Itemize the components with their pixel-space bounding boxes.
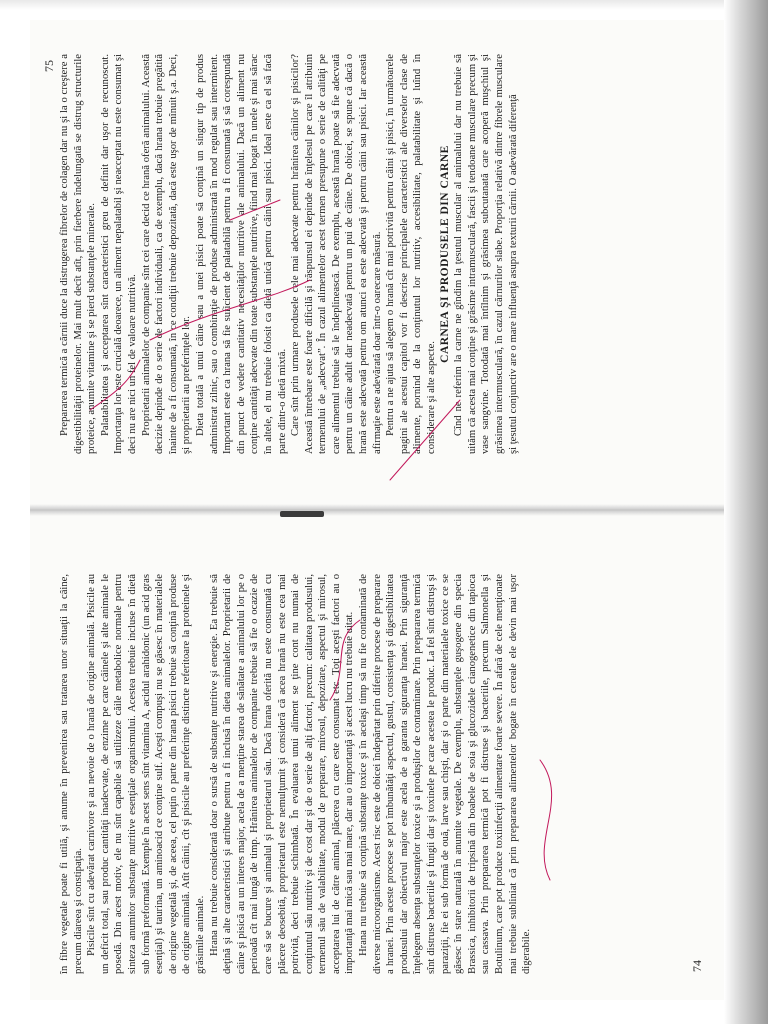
paragraph: Hrana nu trebuie să conţină substanţe toxice şi în acelaşi timp să nu fie contaminată de diverse microorganisme. Acest risc este de obicei îndepărtat prin diferite procese de preparare a hranei. Prin aceste procese se pot îmbunătăţi aspectul, gustul, consistenţa şi digestibilitatea produsului dar obiectivul major este acela de a garanta siguranţa hranei. Prin siguranţă înţelegem absenţa substanţelor toxice şi a produşilor de contaminare. Prin prepararea termică sînt distruse bacteriile şi fungii dar şi toxinele pe care acestea le produc. La fel sînt distruşi şi paraziţii, fie ei sub formă de ouă, larve sau chişti, dar şi o parte din materialele toxice ce se găsesc în stare naturală în anumite vegetale. De exemplu, substanţele guşogene din specia Brassica, inhibitorii de tripsină din boabele de soia şi glucozidele cianogenetice din tapioca sau cassava. Prin prepararea termică pot fi distruse şi bacteriile, precum Salmonella şi Botulinum, care pot produce toxiinfecţii alimentare foarte severe. În afară de cele menţionate mai trebuie subliniat că prin prepararea alimentelor bogate în cereale ele devin mai uşor digerabile. [358,574,533,974]
paragraph: Prepararea termică a cărnii duce la distrugerea fibrelor de colagen dar nu şi la o creştere a digestibilităţii proteinelor. Mai mult decît atît, prin fierbere îndelungată se distrug structurile proteice, anumite vitamine şi se pierd substanţele minerale. [59,54,98,454]
binding-mark [280,511,324,517]
right-page-text [58,54,520,454]
paragraph: Hrana nu trebuie considerată doar o sursă de substanţe nutritive şi energie. Ea trebuie să deţină şi alte caracteristici şi atribute pentru a fi inclusă în dieta animalelor. Proprietarii de câine şi pisică au un interes major, acela de a menţine starea de sănătate a animalului lor pe o perioadă cît mai lungă de timp. Hrănirea animalelor de companie trebuie să fie o ocazie de care să se bucure şi animalul şi proprietarul său. Dacă hrana oferită nu este consumată cu plăcere deosebită, proprietarul este nemulţumit şi consideră că acea hrană nu este cea mai potrivită, deci trebuie schimbată. În evaluarea unui aliment se ţine cont nu numai de conţinutul său nutritiv şi de cost dar şi de o serie de alţi factori, precum: calitatea produsului, termenul său de valabilitate, modul de preparare, mirosul, depozitare, aspectul şi mirosul, acceptarea lui de către animal, plăcerea cu care este consumat etc. Toţi aceşti factori au o importanţă mai mică sau mai mare, dar au o importanţă şi acest lucru nu trebuie uitat. [208,574,356,974]
scan-edge-shadow [724,0,768,1024]
paragraph: Pisicile sînt cu adevărat carnivore şi au nevoie de o hrană de origine animală. Pisicile au un deficit total, sau produc cantităţi inadecvate, de enzime pe care câinele şi alte animale le posedă. Din acest motiv, ele nu sînt capabile să utilizeze căile metabolice normale pentru sinteza anumitor substanţe nutritive esenţiale organismului. Acestea trebuie incluse în dietă sub formă preformată. Exemple în acest sens sînt vitamina A, acidul arahidonic (un acid gras esenţial) şi taurina, un aminoacid ce conţine sulf. Aceşti compuşi nu se găsesc în materialele de origine vegetală şi, de aceea, cel puţin o parte din hrana pisicii trebuie să conţină produse de origine animală. Atît câinii, cît şi pisicile au preferinţe distincte referitoare la proteinele şi grăsimile animale. [86,574,206,974]
paragraph: Dieta totală a unui câine sau a unei pisici poate să conţină un singur tip de produs administrat zilnic, sau o combinaţie de produse administrată în mod regulat sau intermitent. Important este ca hrana să fie suficient de palatabilă pentru a fi consumată şi să corespundă din punct de vedere cantitativ necesităţilor nutritive ale animalului. Dacă un aliment nu conţine cantităţi adecvate din toate substanţele nutritive, fiind mai bogat în unele şi mai sărac în altele, el nu trebuie folosit ca dietă unică pentru câini sau pisici. Ideal este ca el să facă parte dintr-o dietă mixtă. [194,54,288,454]
page-number: 74 [690,960,704,972]
right-page [30,20,730,510]
left-page-text [58,574,534,974]
left-page [30,510,730,1000]
paragraph: în fibre vegetale poate fi utilă, şi anume în prevenirea sau tratarea unor situaţii la câine, precum diareea şi constipaţia. [59,574,84,974]
paragraph: Proprietarii animalelor de companie sînt cei care decid ce hrană oferă animalului. Această decizie depinde de o serie de factori individuali, ca de exemplu, dacă hrana trebuie pregătită înainte de a fi consumată, în ce condiţii trebuie depozitată, dacă este uşor de mînuit ş.a. Deci, şi proprietarii au preferinţele lor. [140,54,193,454]
paragraph: Palatabilitatea şi acceptarea sînt caracteristici greu de definit dar uşor de recunoscut. Importanţa lor este crucială deoarece, un aliment nepalatabil şi neacceptat nu este consumat şi deci nu are nici un fel de valoare nutritivă. [99,54,138,454]
section-heading: CARNEA ŞI PRODUSELE DIN CARNE [438,145,451,363]
book-spread [30,20,730,1000]
page-number: 75 [42,60,56,72]
paragraph: Cînd ne referim la carne ne gîndim la ţesutul muscular al animalului dar nu trebuie să uităm că acesta mai conţine şi grăsime intramusculară, fascii şi tendoane musculare precum şi vase sangvine. Totodată mai întîlnim şi grăsimea subcutanată care acoperă muşchiul şi grăsimea intermusculară, în cazul cărnurilor slabe. Proporţia relativă dintre fibrele musculare şi ţesutul conjunctiv are o mare influenţă asupra texturii cărnii. O adevărată diferenţă [453,54,519,454]
scan-top-shadow [0,0,768,10]
paragraph: Care sînt prin urmare produsele cele mai adecvate pentru hrănirea câinilor şi pisicilor? Această întrebare este foarte dificilă şi răspunsul ei depinde de înţelesul pe care îl atribuim termenului de „adecvat”. În cazul alimentelor acest termen presupune o serie de calităţi pe care alimentul trebuie să le îndeplinească. De exemplu, această hrană poate să fie adecvată pentru un câine adult dar neadecvată pentru un pui de câine. De obicei, se spune că dacă o hrană este adecvată pentru om atunci ea este adecvată şi pentru câini sau pisici. Iar această afirmaţie este adevărată doar într-o oarecare măsură. [290,54,383,454]
paragraph: Pentru a ne ajuta să alegem o hrană cît mai potrivită pentru câini şi pisici, în următoarele pagini ale acestui capitol vor fi descrise principalele caracteristici ale diverselor clase de alimente, pornind de la conţinutul lor nutritiv, accesibilitate, palatabilitate şi luînd în considerare şi alte aspecte. [385,54,438,454]
